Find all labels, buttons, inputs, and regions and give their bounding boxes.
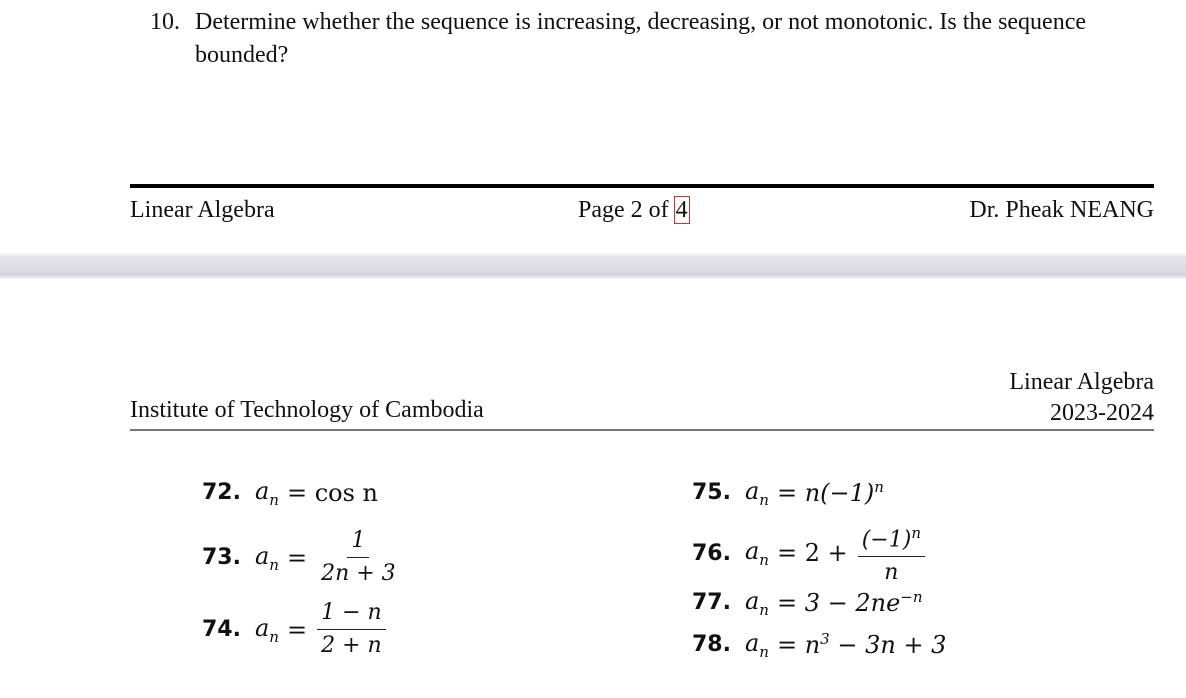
sequence-term: $a_n$ <box>744 587 769 619</box>
fraction: $\frac{(-1)^n}{n}$ <box>858 519 925 587</box>
sequence-term: $a_n$ <box>744 537 769 570</box>
sequence-term: $a_n$ <box>254 613 279 646</box>
total-pages-link[interactable]: 4 <box>675 197 688 223</box>
formula: = $n^3 - 3n + 3$ <box>776 630 947 660</box>
page-separator <box>0 253 1186 279</box>
fraction: $\frac{1}{2n + 3}$ <box>321 528 396 586</box>
formula: = $3 - 2ne^{-n}$ <box>776 588 923 618</box>
formula-prefix: = 2 + <box>776 539 848 568</box>
question-number: 10. <box>150 9 180 35</box>
footer-author: Dr. Pheak NEANG <box>969 197 1154 223</box>
exercise-77 <box>692 587 923 619</box>
formula: = $n(-1)^n$ <box>776 478 884 508</box>
header-rule <box>130 429 1154 431</box>
footer-page-number <box>578 197 689 224</box>
exercise-number: 73. <box>202 545 241 570</box>
exercise-number: 76. <box>692 540 731 566</box>
pdf-page-2 <box>0 0 1186 253</box>
sequence-term: $a_n$ <box>744 477 769 509</box>
equals-sign: = <box>286 543 308 572</box>
sequence-term: $a_n$ <box>744 629 769 661</box>
question-text: Determine whether the sequence is increasing, decreasing, or not monotonic. Is the sequence bounded? <box>195 9 1087 68</box>
pdf-page-3 <box>0 279 1186 698</box>
header-course-year <box>1009 367 1154 429</box>
exercise-number: 75. <box>692 480 731 506</box>
exercise-78 <box>692 629 946 661</box>
exercise-number: 72. <box>202 480 241 506</box>
equals-sign: = <box>286 615 308 644</box>
exercise-73 <box>202 527 400 588</box>
question-10 <box>150 6 1160 72</box>
exercise-72 <box>202 477 378 509</box>
header-year: 2023-2024 <box>1050 400 1154 426</box>
footer-rule <box>130 184 1154 188</box>
exercise-number: 77. <box>692 590 731 616</box>
sequence-term: $a_n$ <box>254 541 279 574</box>
exercise-75 <box>692 477 884 509</box>
exercise-74 <box>202 599 386 660</box>
sequence-term: $a_n$ <box>254 477 279 509</box>
fraction: $\frac{1 - n}{2 + n}$ <box>317 599 386 660</box>
exercise-number: 74. <box>202 617 241 642</box>
exercise-number: 78. <box>692 632 731 658</box>
header-course: Linear Algebra <box>1009 369 1154 395</box>
header-institute: Institute of Technology of Cambodia <box>130 397 484 423</box>
footer-course: Linear Algebra <box>130 197 275 223</box>
formula: = cos n <box>286 478 378 507</box>
page-label: Page 2 of <box>578 197 675 223</box>
exercise-76 <box>692 519 925 587</box>
